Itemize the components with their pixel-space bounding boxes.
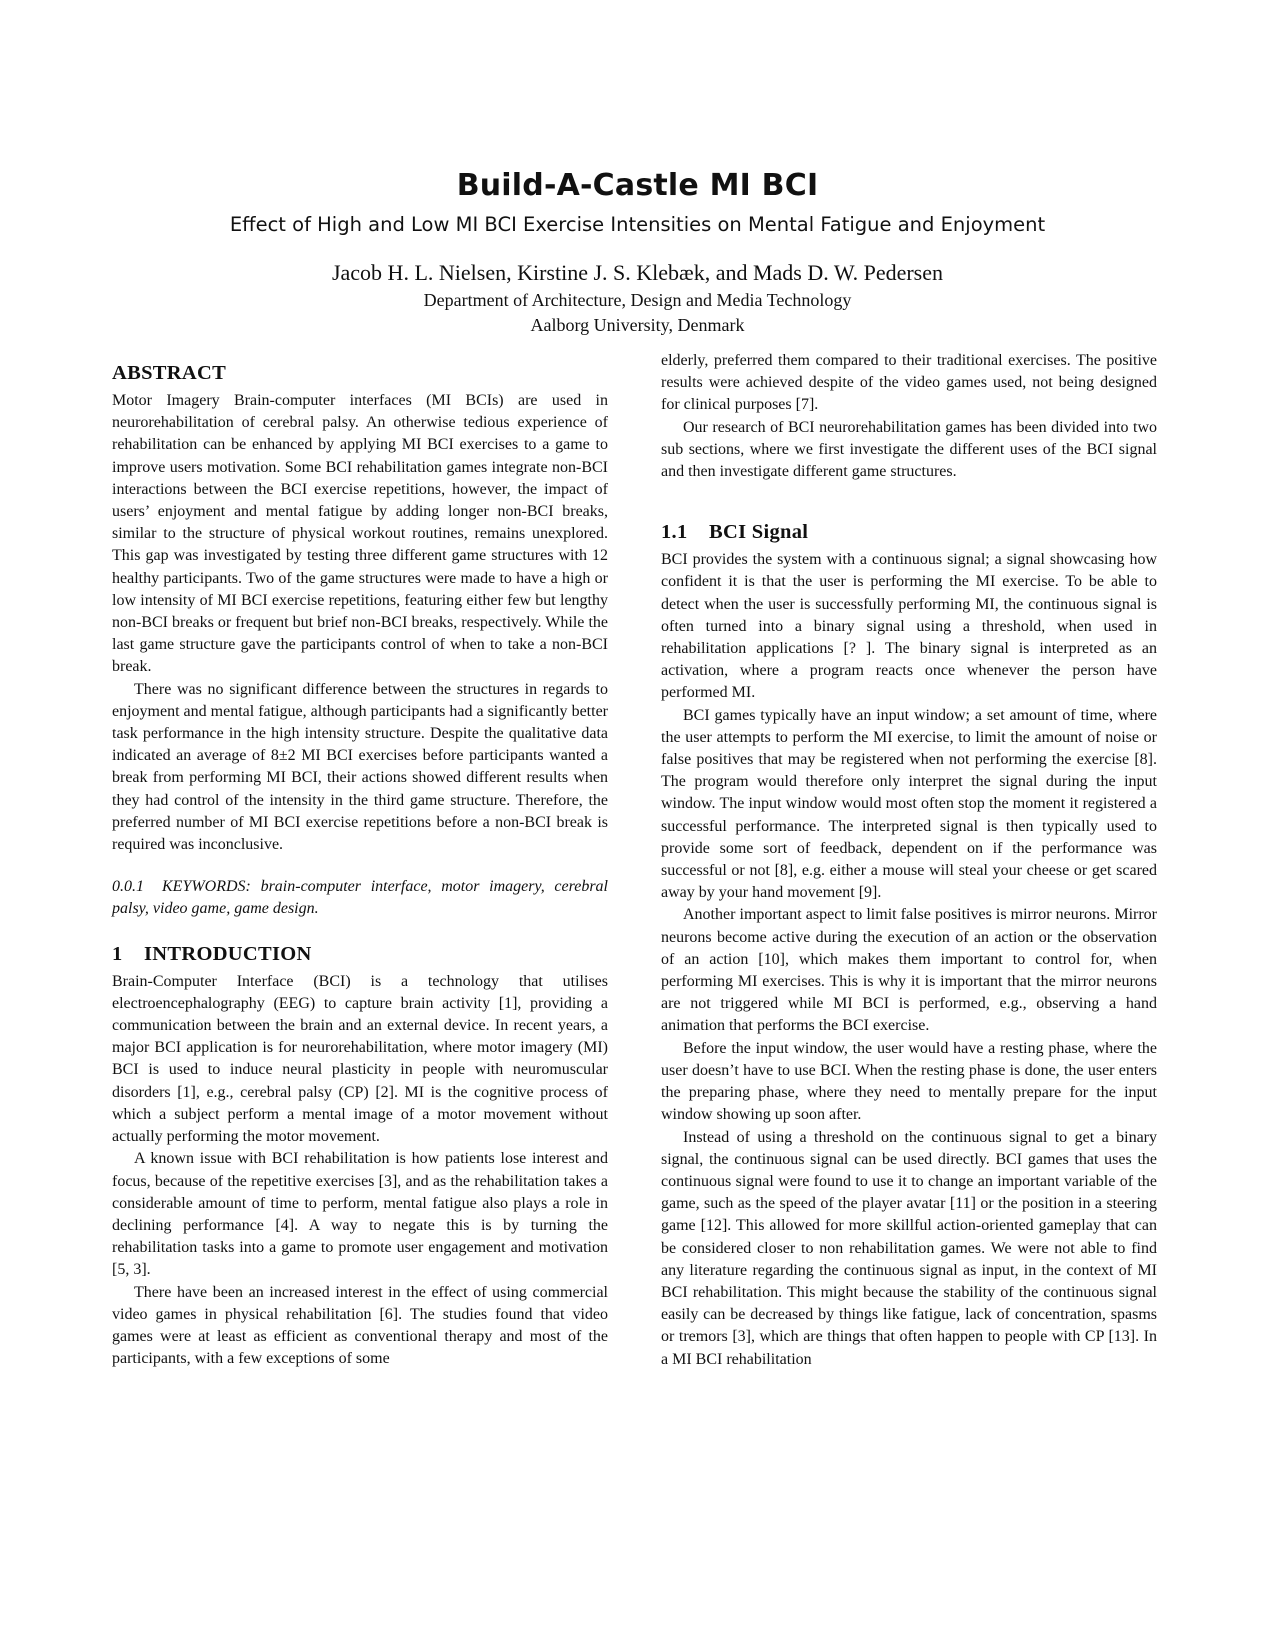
affiliation-university: Aalborg University, Denmark (530, 315, 745, 335)
introduction-number: 1 (112, 942, 123, 965)
introduction-paragraph-2: A known issue with BCI rehabilitation is how patients lose interest and focus, because of the repetitive exercises [3], and as the rehabilitation takes a considerable amount of time to perform, mental fatigue also plays a role in declining performance [4]. A way to negate this is by turning the rehabilitation tasks into a game to promote user engagement and motivation [5, 3]. (112, 1150, 608, 1279)
bci-signal-paragraph-4: Before the input window, the user would have a resting phase, where the user doesn’t have to use BCI. When the resting phase is done, the user enters the preparing phase, where they need to mentally prepare for the input window showing up soon after. (661, 1039, 1157, 1124)
introduction-paragraph-4: Our research of BCI neurorehabilitation games has been divided into two sub sections, where we first investigate the different uses of the BCI signal and then investigate different game structures. (661, 418, 1157, 481)
introduction-heading (112, 941, 608, 967)
left-column (112, 360, 608, 1370)
paper-title: Build-A-Castle MI BCI (456, 168, 819, 203)
abstract-paragraph-2: There was no significant difference between the structures in regards to enjoyment and mental fatigue, although participants had a significantly better task performance in the high intensity structure. Despite the qualitative data indicated an average of 8±2 MI BCI exercises before participants wanted a break from performing MI BCI, their actions showed different results when they had control of the intensity in the third game structure. Therefore, the preferred number of MI BCI exercise repetitions before a non-BCI break is required was inconclusive. (112, 680, 608, 854)
author-list: Jacob H. L. Nielsen, Kirstine J. S. Klebæk, and Mads D. W. Pedersen (331, 260, 944, 285)
affiliation-department: Department of Architecture, Design and Media Technology (423, 290, 852, 310)
abstract-heading: ABSTRACT (112, 362, 227, 384)
bci-signal-title: BCI Signal (709, 521, 809, 544)
introduction-paragraph-1: Brain-Computer Interface (BCI) is a technology that utilises electroencephalography (EEG) to capture brain activity [1], providing a communication between the brain and an external device. In recent years, a major BCI application is for neurorehabilitation, where motor imagery (MI) BCI is used to induce neural plasticity in people with neuromuscular disorders [1], e.g., cerebral palsy (CP) [2]. MI is the cognitive process of which a subject perform a mental image of a motor movement without actually performing the motor movement. (112, 972, 608, 1146)
bci-signal-paragraph-1: BCI provides the system with a continuous signal; a signal showcasing how confident it is that the user is performing the MI exercise. To be able to detect when the user is successfully performing MI, the continuous signal is often turned into a binary signal using a threshold, when used in rehabilitation applications [? ]. The binary signal is interpreted as an activation, where a program reacts once whenever the person have performed MI. (661, 551, 1157, 702)
bci-signal-paragraph-2: BCI games typically have an input window; a set amount of time, where the user attempts to perform the MI exercise, to limit the amount of noise or false positives that may be registered when not performing the exercise [8]. The program would therefore only interpret the signal during the input window. The input window would most often stop the moment it registered a successful performance. The interpreted signal is then typically used to provide some sort of feedback, dependent on if the performance was successful or not [8], e.g. either a mouse will steal your cheese or get scared away by your hand movement [9]. (661, 706, 1157, 902)
right-column (661, 352, 1157, 1371)
introduction-title: INTRODUCTION (144, 942, 312, 965)
abstract-paragraph-1: Motor Imagery Brain-computer interfaces (MI BCIs) are used in neurorehabilitation of cerebral palsy. An otherwise tedious experience of rehabilitation can be enhanced by applying MI BCI exercises to a game to improve users motivation. Some BCI rehabilitation games integrate non-BCI interactions between the BCI exercise repetitions, however, the impact of users’ enjoyment and mental fatigue by adding longer non-BCI breaks, similar to the structure of physical workout routines, remains unexplored. This gap was investigated by testing three different game structures with 12 healthy participants. Two of the game structures were made to have a high or low intensity of MI BCI exercise repetitions, featuring either few but lengthy non-BCI breaks or frequent but brief non-BCI breaks, respectively. While the last game structure gave the participants control of when to take a non-BCI break. (112, 392, 608, 676)
paper-subtitle: Effect of High and Low MI BCI Exercise Intensities on Mental Fatigue and Enjoyment (229, 213, 1046, 236)
bci-signal-heading (661, 519, 1157, 545)
bci-signal-paragraph-3: Another important aspect to limit false positives is mirror neurons. Mirror neurons become active during the execution of an action or the observation of an action [10], which makes them important to control for, when performing MI exercises. This is why it is important that the mirror neurons are not triggered while MI BCI is performed, e.g., observing a hand animation that performs the BCI exercise. (661, 906, 1157, 1035)
keywords-text: KEYWORDS: brain-computer interface, motor imagery, cerebral palsy, video game, game design. (112, 878, 608, 918)
title-block (0, 166, 1275, 338)
introduction-paragraph-3: There have been an increased interest in the effect of using commercial video games in physical rehabilitation [6]. The studies found that video games were at least as efficient as conventional therapy and most of the participants, with a few exceptions of some (112, 1283, 608, 1368)
keywords (112, 876, 608, 920)
keywords-number: 0.0.1 (112, 878, 144, 896)
bci-signal-paragraph-5: Instead of using a threshold on the continuous signal to get a binary signal, the continuous signal can be used directly. BCI games that uses the continuous signal were found to use it to change an important variable of the game, such as the speed of the player avatar [11] or the position in a steering game [12]. This allowed for more skillful action-oriented gameplay that can be considered closer to non rehabilitation games. We were not able to find any literature regarding the continuous signal as input, in the context of MI BCI rehabilitation. This might because the stability of the continuous signal easily can be decreased by things like fatigue, lack of concentration, spasms or tremors [3], which are things that often happen to people with CP [13]. In a MI BCI rehabilitation (661, 1128, 1157, 1368)
bci-signal-number: 1.1 (661, 521, 688, 544)
introduction-paragraph-3-continued: elderly, preferred them compared to their traditional exercises. The positive results were achieved despite of the video games used, not being designed for clinical purposes [7]. (661, 352, 1157, 414)
